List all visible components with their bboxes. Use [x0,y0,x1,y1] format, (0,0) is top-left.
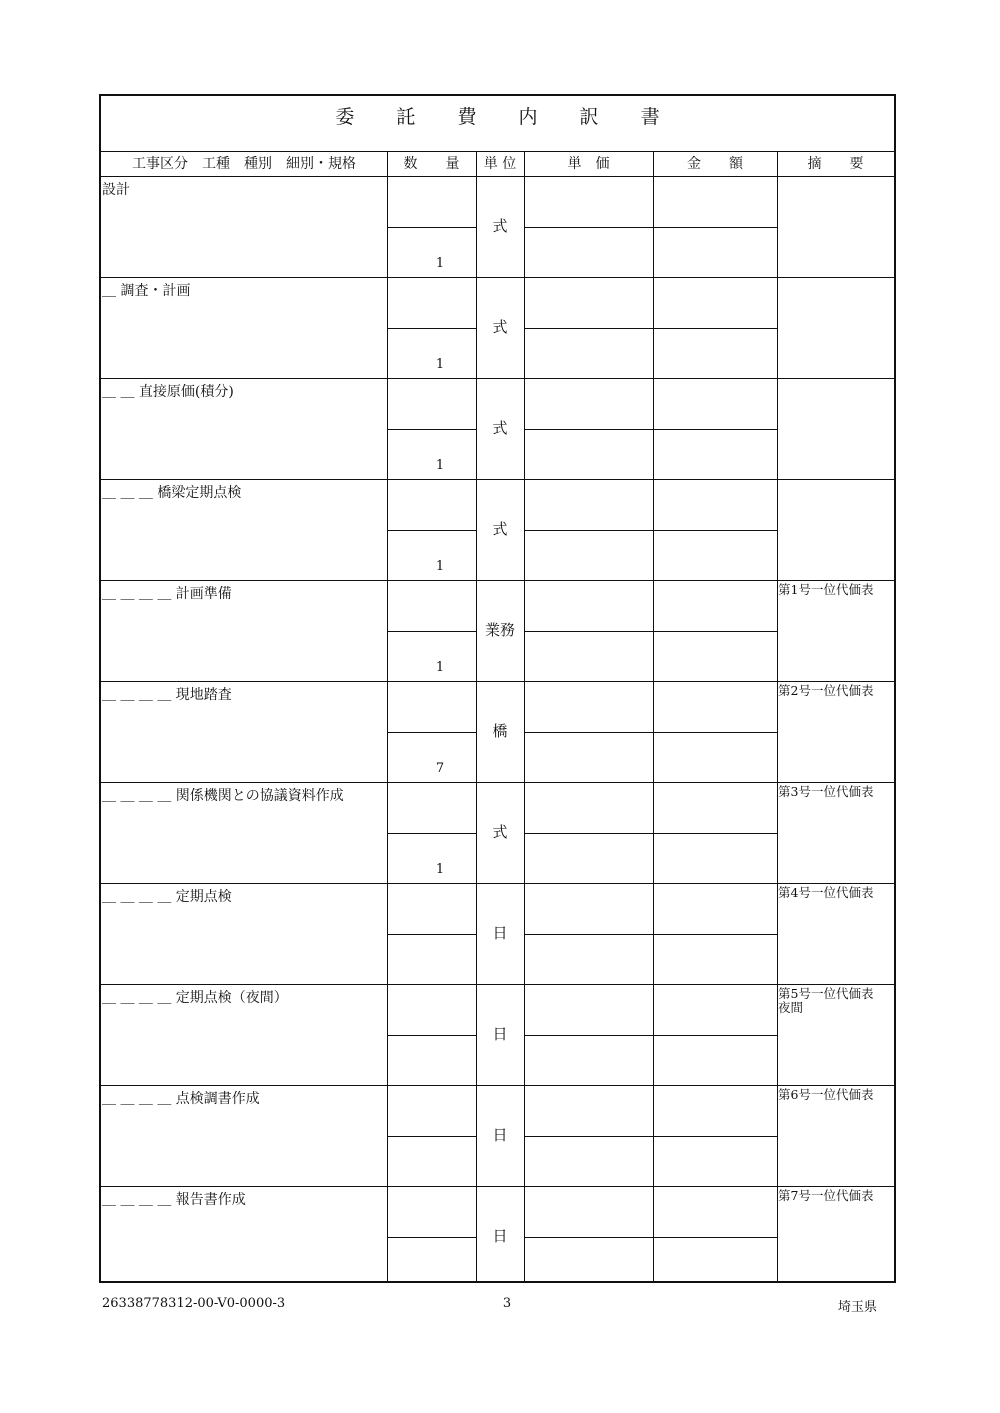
row-remark: 第5号一位代価表 夜間 [778,986,874,1015]
estimate-sheet [99,94,896,1283]
cell-divider [653,1237,777,1238]
row-item-name: ＿ ＿ ＿ ＿ 定期点検 [102,889,232,905]
cell-divider [387,1136,476,1137]
cell-divider [524,429,653,430]
row-unit: 日 [492,924,508,942]
table-row [101,884,894,985]
table-row [101,278,894,379]
cell-divider [387,1035,476,1036]
row-unit: 式 [492,823,508,841]
row-unit: 日 [492,1227,508,1245]
cell-divider [387,429,476,430]
cell-divider [387,227,476,228]
cell-divider [524,631,653,632]
row-unit: 式 [492,520,508,538]
cell-divider [387,1237,476,1238]
cell-divider [524,1035,653,1036]
row-unit: 式 [492,217,508,235]
cell-divider [524,833,653,834]
cell-divider [653,732,777,733]
row-item-name: ＿ ＿ ＿ ＿ 計画準備 [102,586,232,602]
table-row [101,581,894,682]
cell-divider [653,328,777,329]
cell-divider [653,1136,777,1137]
header-unit: 単 位 [476,152,524,177]
row-unit: 式 [492,419,508,437]
table-row [101,985,894,1086]
page-number: 3 [502,1296,512,1311]
row-remark: 第2号一位代価表 [778,683,874,698]
header-item: 工事区分 工種 種別 細別・規格 [101,152,387,177]
cell-divider [387,934,476,935]
document-code: 26338778312-00-V0-0000-3 [102,1296,286,1311]
row-item-name: ＿ ＿ ＿ ＿ 関係機関との協議資料作成 [102,788,344,804]
row-remark: 第4号一位代価表 [778,885,874,900]
cell-divider [387,833,476,834]
row-quantity: 1 [435,256,445,271]
header-amount: 金 額 [653,152,777,177]
organization-name: 埼玉県 [838,1300,878,1315]
table-row [101,1086,894,1187]
row-quantity: 1 [435,357,445,372]
row-quantity: 1 [435,862,445,877]
cell-divider [524,530,653,531]
row-remark: 第6号一位代価表 [778,1087,874,1102]
row-remark: 第1号一位代価表 [778,582,874,597]
row-quantity: 1 [435,458,445,473]
row-item-name: ＿ 調査・計画 [102,283,191,299]
cell-divider [387,328,476,329]
table-row [101,480,894,581]
cell-divider [524,227,653,228]
cell-divider [653,530,777,531]
cell-divider [387,631,476,632]
table-row [101,1187,894,1288]
row-item-name: ＿ ＿ 直接原価(積分) [102,384,234,400]
row-item-name: ＿ ＿ ＿ ＿ 報告書作成 [102,1192,246,1208]
header-remark: 摘 要 [777,152,894,177]
row-quantity: 1 [435,660,445,675]
cell-divider [653,1035,777,1036]
row-item-name: ＿ ＿ ＿ 橋梁定期点検 [102,485,242,501]
row-item-name: ＿ ＿ ＿ ＿ 現地踏査 [102,687,232,703]
row-remark: 第3号一位代価表 [778,784,874,799]
row-unit: 業務 [484,621,515,639]
cell-divider [524,1237,653,1238]
cell-divider [524,934,653,935]
row-unit: 日 [492,1126,508,1144]
cell-divider [524,732,653,733]
row-item-name: ＿ ＿ ＿ ＿ 定期点検（夜間） [102,990,288,1006]
page-title: 委 託 費 内 訳 書 [335,106,678,128]
cell-divider [524,1136,653,1137]
table-row [101,379,894,480]
table-row [101,783,894,884]
cell-divider [524,328,653,329]
header-price: 単 価 [524,152,653,177]
row-quantity: 1 [435,559,445,574]
table-row [101,682,894,783]
cell-divider [653,934,777,935]
row-unit: 橋 [492,722,508,740]
table-row [101,177,894,278]
row-item-name: 設計 [102,182,130,198]
row-item-name: ＿ ＿ ＿ ＿ 点検調書作成 [102,1091,260,1107]
row-quantity: 7 [435,761,445,776]
header-qty: 数 量 [387,152,476,177]
row-unit: 日 [492,1025,508,1043]
table-body [101,177,894,1283]
row-remark: 第7号一位代価表 [778,1188,874,1203]
cell-divider [653,631,777,632]
cell-divider [653,833,777,834]
cell-divider [387,530,476,531]
title-area [101,96,894,152]
cell-divider [387,732,476,733]
cell-divider [653,227,777,228]
row-unit: 式 [492,318,508,336]
cell-divider [653,429,777,430]
